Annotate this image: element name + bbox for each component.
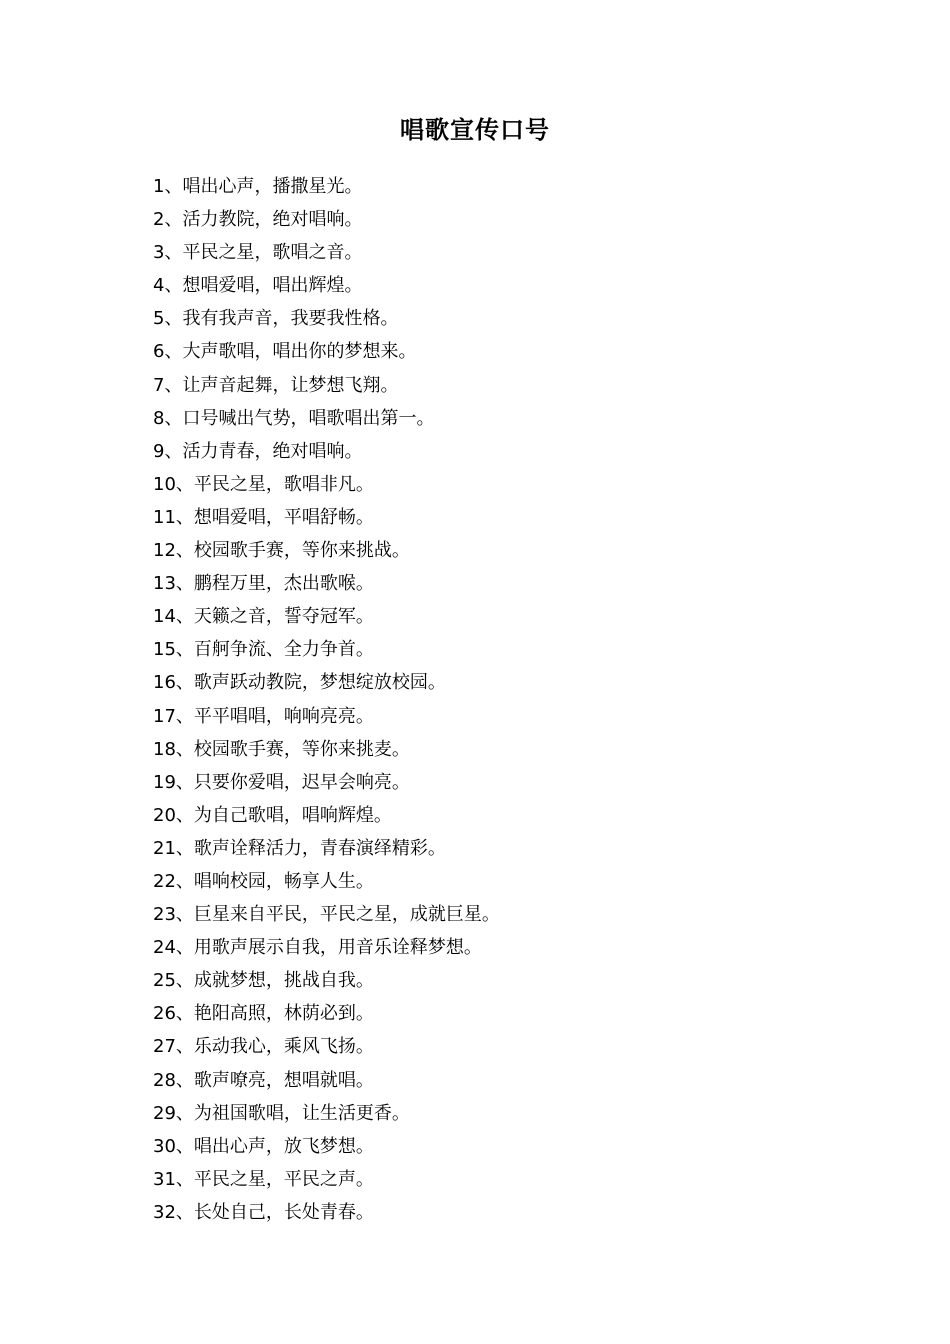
page-title: 唱歌宣传口号 <box>400 116 550 144</box>
slogan-item: 22、唱响校园，畅享人生。 <box>153 870 374 892</box>
slogan-item: 11、想唱爱唱，平唱舒畅。 <box>153 506 374 528</box>
slogan-item: 16、歌声跃动教院，梦想绽放校园。 <box>153 672 446 694</box>
slogan-item: 28、歌声嘹亮，想唱就唱。 <box>153 1069 374 1091</box>
slogan-item: 15、百舸争流、全力争首。 <box>153 639 374 661</box>
slogan-item: 9、活力青春，绝对唱响。 <box>153 440 363 462</box>
slogan-item: 23、巨星来自平民，平民之星，成就巨星。 <box>153 904 500 926</box>
slogan-item: 1、唱出心声，播撒星光。 <box>153 176 363 197</box>
slogan-item: 5、我有我声音，我要我性格。 <box>153 308 399 330</box>
slogan-item: 14、天籁之音，誓夺冠军。 <box>153 606 374 628</box>
slogan-item: 3、平民之星，歌唱之音。 <box>153 242 363 264</box>
slogan-item: 27、乐动我心，乘风飞扬。 <box>153 1036 374 1058</box>
slogan-item: 17、平平唱唱，响响亮亮。 <box>153 705 374 727</box>
slogan-item: 25、成就梦想，挑战自我。 <box>153 970 374 992</box>
slogan-item: 24、用歌声展示自我，用音乐诠释梦想。 <box>153 937 482 959</box>
slogan-item: 32、长处自己，长处青春。 <box>153 1201 374 1223</box>
slogan-item: 26、艳阳高照，林荫必到。 <box>153 1003 374 1025</box>
slogan-item: 20、为自己歌唱，唱响辉煌。 <box>153 804 392 826</box>
slogan-item: 12、校园歌手赛，等你来挑战。 <box>153 540 410 562</box>
slogan-item: 30、唱出心声，放飞梦想。 <box>153 1135 374 1157</box>
slogan-item: 21、歌声诠释活力，青春演绎精彩。 <box>153 837 446 859</box>
slogan-item: 29、为祖国歌唱，让生活更香。 <box>153 1102 410 1124</box>
slogan-item: 18、校园歌手赛，等你来挑麦。 <box>153 738 410 760</box>
slogan-item: 2、活力教院，绝对唱响。 <box>153 209 363 231</box>
slogan-item: 13、鹏程万里，杰出歌喉。 <box>153 573 374 595</box>
slogan-item: 31、平民之星，平民之声。 <box>153 1168 374 1190</box>
slogan-item: 19、只要你爱唱，迟早会响亮。 <box>153 771 410 793</box>
slogan-item: 4、想唱爱唱，唱出辉煌。 <box>153 275 363 297</box>
slogan-list <box>153 170 500 1229</box>
slogan-item: 6、大声歌唱，唱出你的梦想来。 <box>153 341 417 363</box>
slogan-item: 10、平民之星，歌唱非凡。 <box>153 473 374 495</box>
slogan-item: 8、口号喊出气势，唱歌唱出第一。 <box>153 407 435 429</box>
slogan-item: 7、让声音起舞，让梦想飞翔。 <box>153 374 399 396</box>
